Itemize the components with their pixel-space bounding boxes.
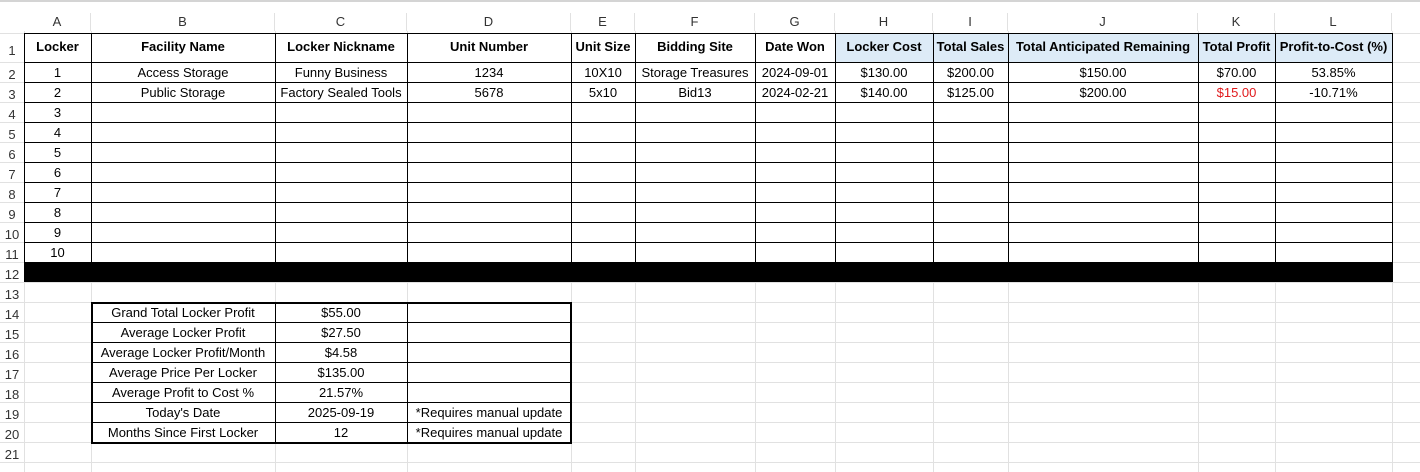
summary-cell[interactable]: Average Locker Profit/Month — [100, 345, 266, 360]
border-line — [933, 33, 934, 263]
table-cell[interactable] — [755, 202, 835, 222]
table-cell[interactable] — [571, 142, 635, 162]
table-cell[interactable] — [933, 222, 1008, 242]
table-cell[interactable]: 10 — [50, 245, 65, 260]
row-header-5[interactable]: 5 — [8, 127, 16, 142]
table-cell[interactable]: Bid13 — [678, 85, 712, 100]
table-cell[interactable]: 5 — [53, 145, 62, 160]
table-cell[interactable]: 1 — [53, 65, 62, 80]
table-cell[interactable] — [1275, 142, 1392, 162]
table-cell[interactable] — [835, 162, 933, 182]
table-cell[interactable] — [407, 102, 571, 122]
row-header-3[interactable]: 3 — [8, 87, 16, 102]
row-header-10[interactable]: 10 — [4, 227, 20, 242]
column-header-i[interactable]: I — [933, 13, 1008, 31]
table-cell[interactable]: Access Storage — [137, 65, 229, 80]
table-cell[interactable] — [835, 142, 933, 162]
border-line — [835, 33, 836, 263]
table-cell[interactable]: Factory Sealed Tools — [280, 85, 402, 100]
table-cell[interactable] — [1275, 102, 1392, 122]
border-line — [91, 342, 572, 343]
summary-cell[interactable]: *Requires manual update — [415, 425, 563, 440]
table-cell[interactable] — [755, 102, 835, 122]
table-cell[interactable] — [571, 242, 635, 262]
table-cell[interactable]: 7 — [53, 185, 62, 200]
table-cell[interactable] — [91, 222, 275, 242]
header-cell-locker[interactable]: Locker — [36, 39, 79, 54]
table-cell[interactable] — [1008, 142, 1198, 162]
table-cell[interactable] — [91, 182, 275, 202]
table-cell[interactable] — [933, 102, 1008, 122]
row-header-6[interactable]: 6 — [8, 147, 16, 162]
summary-cell[interactable] — [407, 362, 571, 382]
table-cell[interactable]: -10.71% — [1309, 85, 1358, 100]
table-cell[interactable] — [407, 242, 571, 262]
border-line — [275, 302, 276, 443]
table-cell[interactable] — [407, 222, 571, 242]
table-cell[interactable]: 2024-02-21 — [761, 85, 829, 100]
table-cell[interactable]: 3 — [53, 105, 62, 120]
border-line — [24, 202, 1393, 203]
table-cell[interactable] — [1275, 122, 1392, 142]
border-line — [91, 443, 572, 444]
table-cell[interactable]: 6 — [53, 165, 62, 180]
table-cell[interactable] — [635, 222, 755, 242]
table-cell[interactable] — [1275, 202, 1392, 222]
border-line — [92, 302, 93, 443]
table-cell[interactable] — [571, 102, 635, 122]
row-header-13[interactable]: 13 — [4, 287, 20, 302]
table-cell[interactable]: $15.00 — [1216, 85, 1257, 100]
table-cell[interactable] — [571, 162, 635, 182]
header-cell-date-won[interactable]: Date Won — [765, 39, 825, 54]
table-cell[interactable]: 8 — [53, 205, 62, 220]
table-cell[interactable] — [91, 162, 275, 182]
border-line — [571, 302, 572, 443]
border-line — [24, 162, 1393, 163]
row-header-18[interactable]: 18 — [4, 387, 20, 402]
table-cell[interactable] — [933, 182, 1008, 202]
row-header-1[interactable]: 1 — [8, 43, 16, 58]
border-line — [91, 402, 572, 403]
table-cell[interactable] — [407, 162, 571, 182]
table-cell[interactable] — [635, 242, 755, 262]
border-line — [24, 82, 1393, 83]
border-line — [755, 33, 756, 263]
table-cell[interactable] — [835, 222, 933, 242]
table-cell[interactable] — [1198, 122, 1275, 142]
table-cell[interactable] — [755, 182, 835, 202]
table-cell[interactable]: 2 — [53, 85, 62, 100]
summary-cell[interactable]: Average Locker Profit — [120, 325, 246, 340]
column-header-h[interactable]: H — [835, 13, 933, 31]
row-header-9[interactable]: 9 — [8, 207, 16, 222]
table-cell[interactable] — [275, 162, 407, 182]
table-cell[interactable]: $70.00 — [1216, 65, 1257, 80]
header-cell-unit-number[interactable]: Unit Number — [450, 39, 528, 54]
border-line — [275, 33, 276, 263]
table-cell[interactable] — [1275, 162, 1392, 182]
column-header-c[interactable]: C — [275, 13, 407, 31]
table-cell[interactable]: 1234 — [474, 65, 504, 80]
border-line — [91, 362, 572, 363]
table-cell[interactable] — [755, 122, 835, 142]
border-line — [24, 33, 25, 263]
summary-cell[interactable] — [407, 322, 571, 342]
table-cell[interactable] — [1008, 102, 1198, 122]
summary-cell[interactable]: $4.58 — [324, 345, 358, 360]
table-cell[interactable]: 2024-09-01 — [761, 65, 829, 80]
table-cell[interactable] — [407, 142, 571, 162]
border-line — [24, 262, 1393, 263]
table-cell[interactable] — [1275, 222, 1392, 242]
column-header-j[interactable]: J — [1008, 13, 1198, 31]
summary-cell[interactable]: Average Profit to Cost % — [111, 385, 255, 400]
table-cell[interactable] — [933, 162, 1008, 182]
table-cell[interactable]: 5678 — [474, 85, 504, 100]
border-line — [1275, 33, 1276, 263]
table-cell[interactable] — [91, 122, 275, 142]
table-cell[interactable] — [1008, 202, 1198, 222]
border-line — [91, 322, 572, 323]
table-cell[interactable] — [275, 242, 407, 262]
table-cell[interactable] — [1198, 182, 1275, 202]
summary-cell[interactable]: 2025-09-19 — [307, 405, 375, 420]
table-cell[interactable] — [1008, 242, 1198, 262]
table-cell[interactable] — [835, 182, 933, 202]
row-header-15[interactable]: 15 — [4, 327, 20, 342]
gridline-horizontal — [0, 282, 1420, 283]
table-cell[interactable] — [755, 162, 835, 182]
table-cell[interactable]: Storage Treasures — [641, 65, 749, 80]
row-header-19[interactable]: 19 — [4, 407, 20, 422]
table-cell[interactable] — [635, 162, 755, 182]
summary-cell[interactable]: $27.50 — [321, 325, 361, 340]
table-cell[interactable]: 9 — [53, 225, 62, 240]
table-cell[interactable]: $200.00 — [947, 65, 994, 80]
table-cell[interactable] — [1008, 222, 1198, 242]
table-cell[interactable] — [755, 142, 835, 162]
summary-cell[interactable]: 21.57% — [318, 385, 364, 400]
table-cell[interactable] — [635, 202, 755, 222]
table-cell[interactable] — [91, 202, 275, 222]
table-cell[interactable] — [275, 102, 407, 122]
table-cell[interactable] — [835, 122, 933, 142]
window-top-edge — [0, 0, 1420, 2]
table-cell[interactable] — [275, 182, 407, 202]
row-header-11[interactable]: 11 — [5, 247, 19, 262]
summary-cell[interactable] — [407, 382, 571, 402]
border-line — [1392, 33, 1393, 263]
table-cell[interactable] — [635, 102, 755, 122]
table-cell[interactable]: Funny Business — [294, 65, 388, 80]
table-cell[interactable] — [1198, 142, 1275, 162]
table-cell[interactable] — [1008, 122, 1198, 142]
summary-cell[interactable]: $135.00 — [317, 365, 365, 380]
border-line — [570, 302, 571, 443]
border-line — [24, 142, 1393, 143]
row-header-16[interactable]: 16 — [4, 347, 20, 362]
border-line — [407, 33, 408, 263]
table-cell[interactable] — [275, 122, 407, 142]
table-cell[interactable] — [275, 202, 407, 222]
summary-cell[interactable]: Months Since First Locker — [107, 425, 259, 440]
table-cell[interactable] — [91, 242, 275, 262]
header-cell-bidding-site[interactable]: Bidding Site — [657, 39, 733, 54]
summary-cell[interactable]: $55.00 — [321, 305, 361, 320]
table-cell[interactable]: 53.85% — [1311, 65, 1356, 80]
border-line — [1198, 33, 1199, 263]
table-cell[interactable] — [1275, 242, 1392, 262]
border-line — [24, 102, 1393, 103]
header-cell-locker-cost[interactable]: Locker Cost — [835, 33, 933, 62]
table-cell[interactable]: $150.00 — [1079, 65, 1127, 80]
border-line — [91, 382, 572, 383]
border-line — [91, 33, 92, 263]
table-cell[interactable] — [91, 142, 275, 162]
header-cell-total-sales[interactable]: Total Sales — [933, 33, 1008, 62]
table-cell[interactable] — [571, 222, 635, 242]
table-cell[interactable] — [91, 102, 275, 122]
table-cell[interactable] — [933, 122, 1008, 142]
table-cell[interactable] — [1275, 182, 1392, 202]
row-header-14[interactable]: 14 — [4, 307, 20, 322]
table-cell[interactable] — [275, 222, 407, 242]
column-header-l[interactable]: L — [1275, 13, 1392, 31]
table-cell[interactable] — [1008, 182, 1198, 202]
table-cell[interactable]: Public Storage — [140, 85, 226, 100]
border-line — [24, 182, 1393, 183]
border-line — [91, 422, 572, 423]
header-cell-profit-to-cost[interactable]: Profit-to-Cost (%) — [1275, 33, 1392, 62]
row-header-7[interactable]: 7 — [8, 167, 16, 182]
table-cell[interactable] — [571, 122, 635, 142]
table-cell[interactable] — [407, 202, 571, 222]
border-line — [571, 33, 572, 263]
border-line — [24, 222, 1393, 223]
table-cell[interactable] — [635, 182, 755, 202]
column-header-k[interactable]: K — [1198, 13, 1275, 31]
table-cell[interactable]: $125.00 — [947, 85, 994, 100]
row-header-2[interactable]: 2 — [8, 67, 16, 82]
column-header-b[interactable]: B — [91, 13, 275, 31]
table-cell[interactable]: 5x10 — [588, 85, 618, 100]
table-cell[interactable]: $200.00 — [1079, 85, 1127, 100]
header-cell-facility-name[interactable]: Facility Name — [141, 39, 225, 54]
summary-cell[interactable]: Average Price Per Locker — [109, 365, 257, 380]
header-cell-unit-size[interactable]: Unit Size — [575, 39, 631, 54]
column-header-a[interactable]: A — [24, 13, 91, 31]
table-cell[interactable] — [1198, 162, 1275, 182]
border-line — [24, 62, 1393, 63]
table-cell[interactable] — [835, 202, 933, 222]
table-cell[interactable] — [407, 122, 571, 142]
column-header-f[interactable]: F — [635, 13, 755, 31]
table-cell[interactable]: 4 — [53, 125, 62, 140]
border-line — [1008, 33, 1009, 263]
table-cell[interactable] — [1198, 202, 1275, 222]
summary-cell[interactable]: Grand Total Locker Profit — [111, 305, 255, 320]
summary-cell[interactable] — [407, 342, 571, 362]
border-line — [407, 302, 408, 443]
table-cell[interactable] — [635, 122, 755, 142]
border-line — [635, 33, 636, 263]
header-cell-total-anticipated-remaining[interactable]: Total Anticipated Remaining — [1008, 33, 1198, 62]
table-cell[interactable] — [1198, 102, 1275, 122]
table-cell[interactable]: $130.00 — [860, 65, 908, 80]
header-cell-total-profit[interactable]: Total Profit — [1198, 33, 1275, 62]
table-cell[interactable]: 10X10 — [584, 65, 622, 80]
table-cell[interactable]: $140.00 — [860, 85, 908, 100]
header-cell-locker-nickname[interactable]: Locker Nickname — [287, 39, 395, 54]
table-cell[interactable] — [635, 142, 755, 162]
border-line — [24, 242, 1393, 243]
summary-cell[interactable]: Today's Date — [145, 405, 221, 420]
column-header-e[interactable]: E — [571, 13, 635, 31]
border-line — [24, 122, 1393, 123]
column-header-d[interactable]: D — [407, 13, 571, 31]
table-cell[interactable] — [933, 142, 1008, 162]
row-header-4[interactable]: 4 — [8, 107, 16, 122]
separator-row — [24, 262, 1393, 282]
row-header-8[interactable]: 8 — [8, 187, 16, 202]
table-cell[interactable] — [933, 242, 1008, 262]
row-header-20[interactable]: 20 — [4, 427, 20, 442]
border-line — [91, 303, 572, 304]
table-cell[interactable] — [1198, 222, 1275, 242]
table-cell[interactable] — [755, 242, 835, 262]
table-cell[interactable] — [571, 202, 635, 222]
table-cell[interactable] — [1008, 162, 1198, 182]
row-header-12[interactable]: 12 — [4, 267, 20, 282]
table-cell[interactable] — [571, 182, 635, 202]
table-cell[interactable] — [835, 102, 933, 122]
column-header-g[interactable]: G — [755, 13, 835, 31]
gridline-horizontal — [0, 462, 1420, 463]
table-cell[interactable] — [275, 142, 407, 162]
table-cell[interactable] — [407, 182, 571, 202]
border-line — [24, 33, 1393, 34]
table-cell[interactable] — [835, 242, 933, 262]
summary-cell[interactable]: 12 — [333, 425, 349, 440]
row-header-17[interactable]: 17 — [4, 367, 20, 382]
summary-cell[interactable] — [407, 302, 571, 322]
table-cell[interactable] — [755, 222, 835, 242]
table-cell[interactable] — [1198, 242, 1275, 262]
table-cell[interactable] — [933, 202, 1008, 222]
row-header-21[interactable]: 21 — [4, 447, 20, 462]
summary-cell[interactable]: *Requires manual update — [415, 405, 563, 420]
